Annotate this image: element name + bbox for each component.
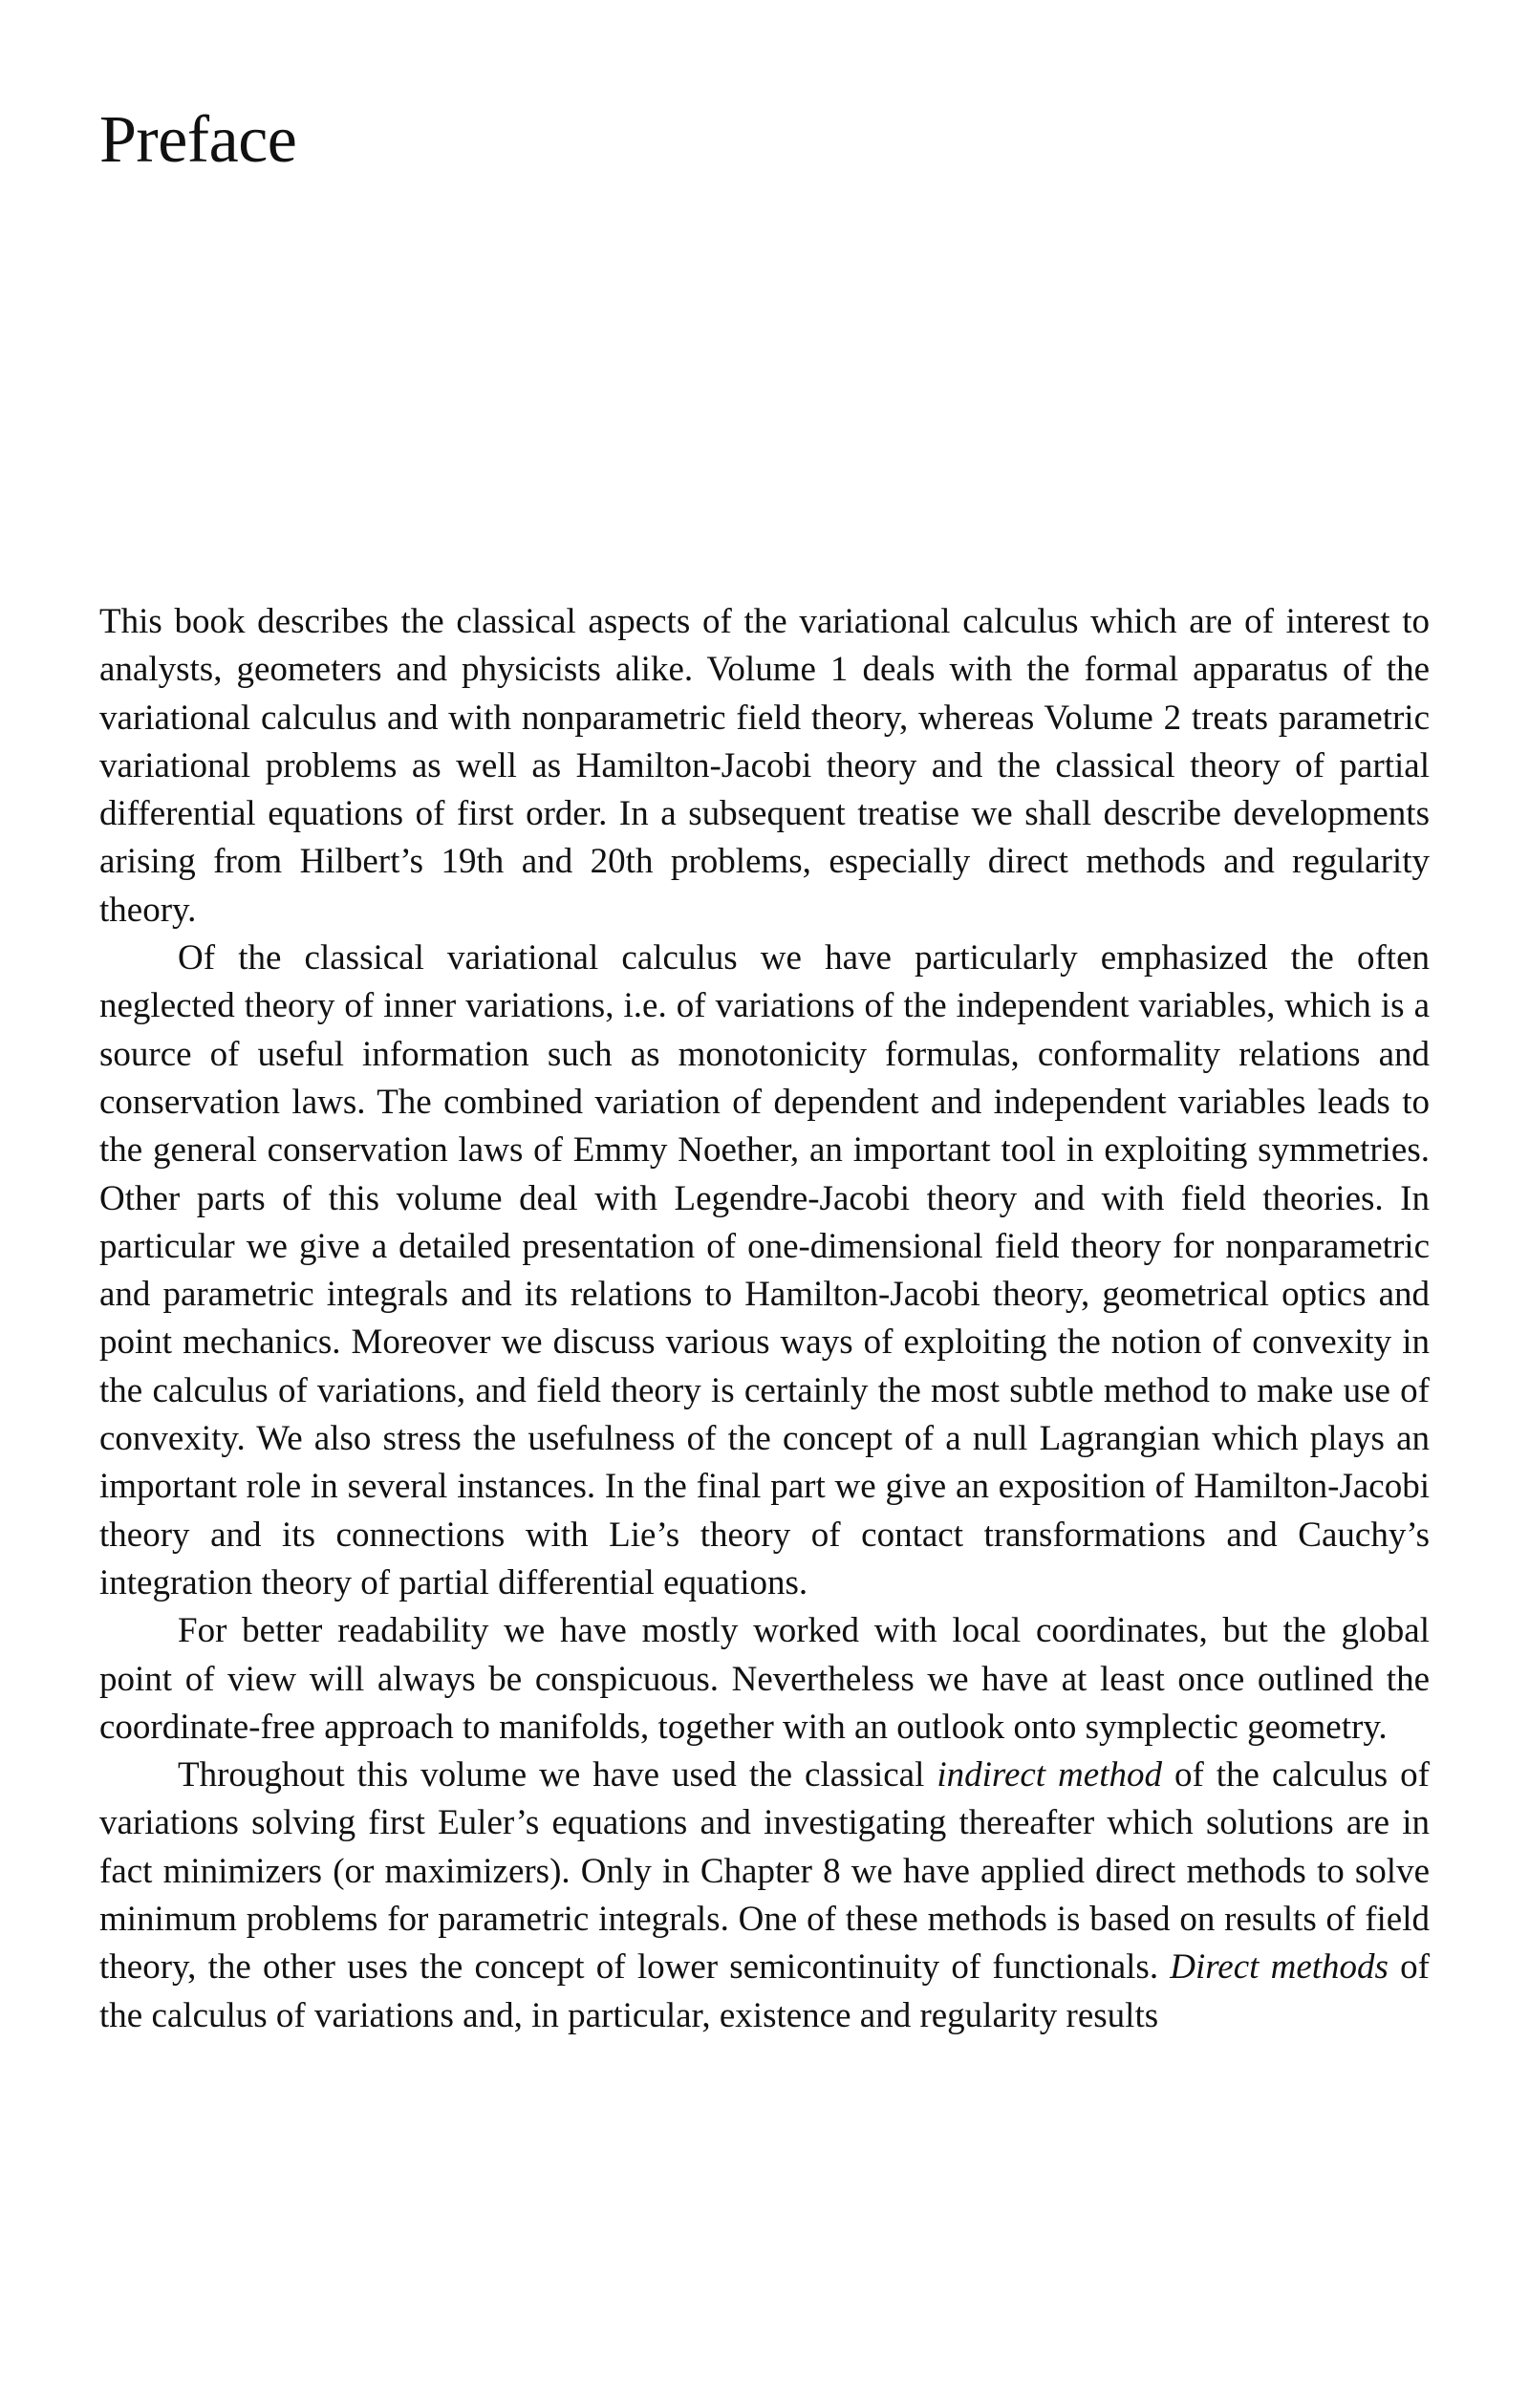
emphasis-indirect-method: indirect method (937, 1755, 1162, 1795)
preface-body (99, 598, 1430, 2040)
paragraph-methods-text-3: of the calculus of variations and, in particular, existence and regularity results (99, 1947, 1430, 2035)
paragraph-intro: This book describes the classical aspects of the variational calculus which are of interest to analysts, geometers and physicists alike. Volume 1 deals with the formal apparatus of the variational calculus and with nonparametric field theory, whereas Volume 2 treats parametric variational problems as well as Hamilton-Jacobi theory and the classical theory of partial differential equations of first order. In a subsequent treatise we shall describe developments arising from Hilbert’s 19th and 20th problems, especially direct methods and regularity theory. (99, 602, 1430, 930)
paragraph-methods-text-1: Throughout this volume we have used the classical (178, 1755, 937, 1795)
paragraph-inner-variations: Of the classical variational calculus we have particularly emphasized the often neglected theory of inner variations, i.e. of variations of the independent variables, which is a source of useful information such as monotonicity formulas, conformality relations and conservation laws. The combined variation of dependent and independent variables leads to the general conservation laws of Emmy Noether, an important tool in exploiting symmetries. Other parts of this volume deal with Legendre-Jacobi theory and with field theories. In particular we give a detailed presentation of one-dimensional field theory for nonparametric and parametric integrals and its relations to Hamilton-Jacobi theory, geometrical optics and point mechanics. Moreover we discuss various ways of exploiting the notion of convexity in the calculus of variations, and field theory is certainly the most subtle method to make use of convexity. We also stress the usefulness of the concept of a null Lagrangian which plays an important role in several instances. In the final part we give an exposition of Hamilton-Jacobi theory and its connections with Lie’s theory of contact transformations and Cauchy’s integration theory of partial differential equations. (99, 938, 1430, 1602)
paragraph-methods (99, 1752, 1430, 2040)
emphasis-direct-methods: Direct methods (1170, 1947, 1389, 1988)
page-title: Preface (99, 103, 297, 177)
paragraph-readability: For better readability we have mostly worked with local coordinates, but the global point of view will always be conspicuous. Nevertheless we have at least once outlined the coordinate-free approach to manifolds, together with an outlook onto symplectic geometry. (99, 1611, 1430, 1747)
paragraph-methods-text-2: of the calculus of variations solving first Euler’s equations and investigating thereafter which solutions are in fact minimizers (or maximizers). Only in Chapter 8 we have applied direct methods to solve minimum problems for parametric integrals. One of these methods is based on results of field theory, the other uses the concept of lower semicontinuity of functionals. (99, 1755, 1430, 1988)
